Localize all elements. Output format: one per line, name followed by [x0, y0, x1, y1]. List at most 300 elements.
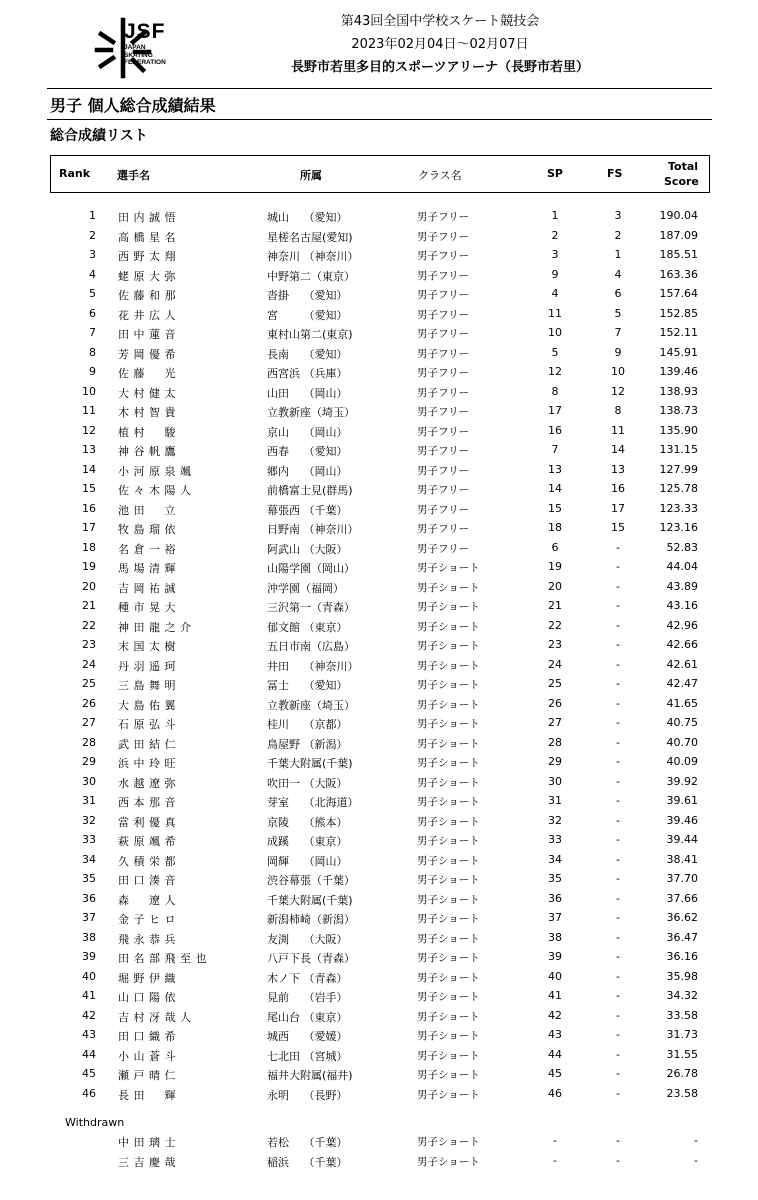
fs-cell: - — [616, 852, 620, 866]
fs-cell: - — [616, 677, 620, 690]
name-cell: 神田龍之介 — [118, 620, 196, 634]
name-cell: 芳岡優希 — [118, 347, 180, 361]
name-cell: 池田 立 — [118, 503, 180, 517]
affiliation-cell: 立教新座（埼玉） — [267, 698, 355, 712]
name-cell: 大島佑翼 — [118, 698, 180, 712]
name-cell: 佐藤和那 — [118, 289, 180, 302]
table-row — [0, 852, 758, 871]
total-cell: 190.04 — [659, 209, 698, 222]
affiliation-cell: 沓掛 （愛知） — [267, 289, 348, 302]
total-cell: 39.92 — [666, 774, 698, 788]
fs-cell: - — [616, 1028, 620, 1041]
total-cell: 185.51 — [659, 248, 698, 261]
fs-cell: - — [616, 1067, 620, 1080]
sp-cell: 10 — [548, 326, 562, 339]
affiliation-cell: 三沢第一（青森） — [267, 601, 355, 614]
fs-cell: - — [616, 872, 620, 885]
rank-cell: 37 — [82, 911, 96, 924]
name-cell: 金子ヒロ — [118, 913, 180, 926]
total-cell: 42.61 — [666, 657, 698, 671]
total-cell: 31.73 — [666, 1028, 698, 1041]
total-cell: 40.09 — [666, 755, 698, 768]
name-cell: 長田 輝 — [118, 1088, 180, 1102]
affiliation-cell: 京陵 （熊本） — [267, 815, 348, 829]
fs-cell: 6 — [614, 287, 622, 300]
table-row — [0, 384, 758, 403]
class-cell: 男子ショート — [417, 620, 480, 633]
affiliation-cell: 山陽学園（岡山） — [267, 562, 355, 575]
affiliation-cell: 千葉大附属(千葉) — [267, 757, 353, 770]
rank-cell: 32 — [82, 813, 96, 827]
rank-cell: 11 — [82, 404, 96, 417]
class-cell: 男子ショート — [417, 1088, 480, 1101]
name-cell: 神谷帆鷹 — [118, 445, 180, 458]
sp-cell: 28 — [548, 735, 562, 749]
name-cell: 萩原颯希 — [118, 835, 180, 848]
sp-cell: 15 — [548, 501, 562, 515]
rank-cell: 1 — [89, 209, 96, 222]
affiliation-cell: 郁文館 （東京） — [267, 620, 348, 634]
class-cell: 男子フリー — [417, 445, 470, 457]
sp-cell: 3 — [551, 248, 559, 261]
class-cell: 男子ショート — [417, 971, 480, 984]
table-row — [0, 813, 758, 832]
total-cell: 39.46 — [666, 813, 698, 827]
class-cell: 男子フリー — [417, 347, 470, 360]
rank-cell: 3 — [89, 248, 96, 261]
class-cell: 男子ショート — [417, 659, 480, 672]
sp-cell: 17 — [548, 404, 562, 417]
table-row — [0, 520, 758, 539]
table-row — [0, 423, 758, 442]
rank-cell: 35 — [82, 872, 96, 885]
name-cell: 花井広人 — [118, 308, 180, 322]
total-cell: 23.58 — [666, 1086, 698, 1100]
total-cell: 131.15 — [659, 443, 698, 456]
sp-cell: - — [553, 1153, 557, 1167]
fs-cell: - — [616, 540, 620, 554]
sp-cell: 19 — [548, 560, 562, 573]
class-cell: 男子フリー — [417, 464, 470, 477]
fs-cell: - — [616, 891, 620, 905]
fs-cell: 12 — [611, 384, 625, 398]
sp-cell: 46 — [548, 1086, 562, 1100]
rank-cell: 41 — [82, 989, 96, 1002]
name-cell: 小山蒼斗 — [118, 1049, 180, 1063]
name-cell: 森 遼人 — [118, 893, 180, 907]
total-cell: 37.66 — [666, 891, 698, 905]
total-cell: 125.78 — [659, 482, 698, 495]
class-cell: 男子ショート — [417, 893, 480, 906]
name-cell: 飛永恭兵 — [118, 932, 180, 946]
rank-cell: 9 — [89, 365, 96, 378]
total-cell: 39.44 — [666, 833, 698, 846]
fs-cell: 15 — [611, 521, 625, 534]
affiliation-cell: 岡輝 （岡山） — [267, 854, 348, 868]
sp-cell: 8 — [551, 384, 559, 398]
rank-cell: 13 — [82, 443, 96, 456]
name-cell: 木村智貴 — [118, 406, 180, 419]
total-cell: 40.75 — [666, 716, 698, 729]
class-cell: 男子ショート — [417, 1030, 480, 1042]
table-row — [0, 793, 758, 812]
table-row — [0, 1047, 758, 1066]
name-cell: 三吉慶哉 — [118, 1155, 180, 1169]
affiliation-cell: 京山 （岡山） — [267, 425, 348, 439]
affiliation-cell: 桂川 （京都） — [267, 718, 348, 731]
rank-cell: 23 — [82, 638, 96, 651]
sp-cell: 25 — [548, 677, 562, 690]
fs-cell: 5 — [614, 306, 622, 320]
table-row — [0, 735, 758, 754]
total-cell: - — [694, 1153, 698, 1167]
total-cell: 42.96 — [666, 618, 698, 632]
sp-cell: 29 — [548, 755, 562, 768]
name-cell: 浜中玲旺 — [118, 757, 180, 770]
name-cell: 大村健太 — [118, 386, 180, 400]
rank-cell: 31 — [82, 794, 96, 807]
sp-cell: 20 — [548, 579, 562, 593]
col-total-line1: Total — [668, 160, 699, 173]
sp-cell: 27 — [548, 716, 562, 729]
name-cell: 水越遼弥 — [118, 776, 180, 790]
table-header — [50, 155, 710, 193]
class-cell: 男子ショート — [417, 1136, 480, 1148]
total-cell: 139.46 — [659, 365, 698, 378]
fs-cell: - — [616, 1047, 620, 1061]
name-cell: 西野太翔 — [118, 250, 180, 263]
affiliation-cell: 山田 （岡山） — [267, 386, 348, 400]
sp-cell: - — [553, 1134, 557, 1147]
class-cell: 男子ショート — [417, 601, 480, 613]
total-cell: 163.36 — [659, 267, 698, 281]
total-cell: 138.93 — [659, 384, 698, 398]
table-row — [0, 442, 758, 461]
sp-cell: 43 — [548, 1028, 562, 1041]
table-row — [0, 618, 758, 637]
total-cell: 36.47 — [666, 930, 698, 944]
sp-cell: 45 — [548, 1067, 562, 1080]
class-cell: 男子フリー — [417, 289, 470, 301]
name-cell: 武田結仁 — [118, 737, 180, 751]
total-cell: 39.61 — [666, 794, 698, 807]
rank-cell: 10 — [82, 384, 96, 398]
sp-cell: 1 — [551, 209, 559, 222]
name-cell: 末国太樹 — [118, 640, 180, 653]
class-cell: 男子ショート — [417, 1049, 480, 1062]
class-cell: 男子フリー — [417, 367, 470, 379]
total-cell: 43.89 — [666, 579, 698, 593]
rank-cell: 44 — [82, 1047, 96, 1061]
sp-cell: 33 — [548, 833, 562, 846]
affiliation-cell: 城西 （愛媛） — [267, 1030, 348, 1043]
sp-cell: 11 — [548, 306, 562, 320]
total-cell: 42.47 — [666, 677, 698, 690]
affiliation-cell: 七北田 （宮城） — [267, 1049, 348, 1063]
table-row — [0, 598, 758, 617]
rank-cell: 15 — [82, 482, 96, 495]
class-cell: 男子ショート — [417, 581, 480, 594]
class-cell: 男子ショート — [417, 932, 480, 945]
affiliation-cell: 神奈川 （神奈川） — [267, 250, 359, 263]
fs-cell: - — [616, 813, 620, 827]
table-row — [0, 559, 758, 578]
fs-cell: - — [616, 794, 620, 807]
fs-cell: 3 — [614, 209, 622, 222]
table-row — [0, 247, 758, 266]
sp-cell: 41 — [548, 989, 562, 1002]
fs-cell: - — [616, 969, 620, 983]
sp-cell: 42 — [548, 1008, 562, 1022]
rank-cell: 22 — [82, 618, 96, 632]
logo-line-2: SKATING — [124, 51, 153, 59]
table-row — [0, 637, 758, 656]
table-row — [0, 403, 758, 422]
fs-cell: 1 — [614, 248, 622, 261]
affiliation-cell: 西春 （愛知） — [267, 445, 348, 458]
name-cell: 植村 駿 — [118, 425, 180, 439]
affiliation-cell: 尾山台 （東京） — [267, 1010, 348, 1024]
affiliation-cell: 長南 （愛知） — [267, 347, 348, 361]
sp-cell: 34 — [548, 852, 562, 866]
name-cell: 田口織希 — [118, 1030, 180, 1043]
rank-cell: 36 — [82, 891, 96, 905]
name-cell: 佐藤 光 — [118, 367, 180, 380]
fs-cell: - — [616, 579, 620, 593]
class-cell: 男子ショート — [417, 1069, 480, 1081]
table-row — [0, 501, 758, 520]
table-row — [0, 345, 758, 364]
table-row — [0, 540, 758, 559]
col-affiliation: 所属 — [300, 169, 322, 182]
class-cell: 男子ショート — [417, 835, 480, 847]
fs-cell: - — [616, 950, 620, 963]
sp-cell: 40 — [548, 969, 562, 983]
title-divider — [47, 119, 712, 120]
class-cell: 男子フリー — [417, 484, 470, 496]
class-cell: 男子ショート — [417, 757, 480, 769]
total-cell: 31.55 — [666, 1047, 698, 1061]
table-row — [0, 871, 758, 890]
rank-cell: 27 — [82, 716, 96, 729]
event-title: 第43回全国中学校スケート競技会 — [340, 14, 540, 29]
total-cell: 52.83 — [666, 540, 698, 554]
sp-cell: 23 — [548, 638, 562, 651]
class-cell: 男子ショート — [417, 913, 480, 925]
fs-cell: - — [616, 560, 620, 573]
table-row — [0, 774, 758, 793]
total-cell: 145.91 — [659, 345, 698, 359]
sp-cell: 9 — [551, 267, 559, 281]
affiliation-cell: 宮 （愛知） — [267, 308, 348, 322]
class-cell: 男子フリー — [417, 230, 470, 243]
total-cell: 38.41 — [666, 852, 698, 866]
page-subtitle: 総合成績リスト — [50, 128, 148, 144]
fs-cell: - — [616, 774, 620, 788]
total-cell: 26.78 — [666, 1067, 698, 1080]
fs-cell: - — [616, 930, 620, 944]
fs-cell: 16 — [611, 482, 625, 495]
page-title: 男子 個人総合成績結果 — [50, 96, 216, 115]
table-row — [0, 208, 758, 227]
table-row — [0, 481, 758, 500]
name-cell: 石原弘斗 — [118, 718, 180, 731]
class-cell: 男子ショート — [417, 815, 480, 828]
fs-cell: - — [616, 716, 620, 729]
fs-cell: - — [616, 755, 620, 768]
name-cell: 久積栄都 — [118, 854, 180, 868]
rank-cell: 34 — [82, 852, 96, 866]
fs-cell: - — [616, 638, 620, 651]
fs-cell: - — [616, 618, 620, 632]
total-cell: 41.65 — [666, 696, 698, 710]
rank-cell: 39 — [82, 950, 96, 963]
sp-cell: 44 — [548, 1047, 562, 1061]
affiliation-cell: 井田 （神奈川） — [267, 659, 359, 673]
table-row — [0, 832, 758, 851]
col-fs: FS — [607, 167, 623, 180]
sp-cell: 7 — [551, 443, 559, 456]
class-cell: 男子フリー — [417, 523, 470, 535]
sp-cell: 30 — [548, 774, 562, 788]
fs-cell: - — [616, 989, 620, 1002]
affiliation-cell: 東村山第二(東京) — [267, 328, 353, 341]
rank-cell: 40 — [82, 969, 96, 983]
sp-cell: 14 — [548, 482, 562, 495]
affiliation-cell: 吹田一 （大阪） — [267, 776, 348, 790]
affiliation-cell: 成蹊 （東京） — [267, 835, 348, 848]
total-cell: - — [694, 1134, 698, 1147]
rank-cell: 43 — [82, 1028, 96, 1041]
total-cell: 40.70 — [666, 735, 698, 749]
table-row — [0, 969, 758, 988]
affiliation-cell: 五日市南（広島） — [267, 640, 355, 653]
affiliation-cell: 立教新座（埼玉） — [267, 406, 355, 419]
class-cell: 男子ショート — [417, 776, 480, 789]
sp-cell: 26 — [548, 696, 562, 710]
rank-cell: 38 — [82, 930, 96, 944]
total-cell: 33.58 — [666, 1008, 698, 1022]
table-row — [0, 267, 758, 286]
class-cell: 男子フリー — [417, 542, 470, 555]
name-cell: 三島舞明 — [118, 679, 180, 692]
class-cell: 男子ショート — [417, 718, 480, 730]
name-cell: 小河原泉颯 — [118, 464, 196, 478]
rank-cell: 42 — [82, 1008, 96, 1022]
name-cell: 吉村冴哉人 — [118, 1010, 196, 1024]
rank-cell: 21 — [82, 599, 96, 612]
rank-cell: 25 — [82, 677, 96, 690]
name-cell: 名倉一裕 — [118, 542, 180, 556]
class-cell: 男子ショート — [417, 562, 480, 574]
rank-cell: 46 — [82, 1086, 96, 1100]
name-cell: 田中蓮音 — [118, 328, 180, 341]
table-row — [0, 1153, 758, 1172]
class-cell: 男子ショート — [417, 796, 480, 808]
table-row — [0, 1086, 758, 1105]
name-cell: 高橋星名 — [118, 230, 180, 244]
table-row — [0, 462, 758, 481]
rank-cell: 7 — [89, 326, 96, 339]
table-row — [0, 364, 758, 383]
fs-cell: 4 — [614, 267, 622, 281]
name-cell: 馬場清輝 — [118, 562, 180, 575]
fs-cell: - — [616, 1086, 620, 1100]
affiliation-cell: 新潟柿崎（新潟） — [267, 913, 355, 926]
class-cell: 男子ショート — [417, 991, 480, 1003]
logo-line-3: FEDERATION — [124, 59, 166, 66]
rank-cell: 5 — [89, 287, 96, 300]
sp-cell: 24 — [548, 657, 562, 671]
event-header — [240, 10, 640, 79]
name-cell: 牧島瑠依 — [118, 523, 180, 536]
event-venue: 長野市若里多目的スポーツアリーナ（長野市若里） — [291, 60, 589, 75]
fs-cell: 13 — [611, 462, 625, 476]
rank-cell: 26 — [82, 696, 96, 710]
table-row — [0, 949, 758, 968]
rank-cell: 18 — [82, 540, 96, 554]
sp-cell: 2 — [551, 228, 559, 242]
class-cell: 男子ショート — [417, 952, 480, 964]
col-class: クラス名 — [418, 169, 462, 182]
fs-cell: 7 — [614, 326, 622, 339]
name-cell: 中田璃士 — [118, 1136, 180, 1149]
affiliation-cell: 前橋富士見(群馬) — [267, 484, 353, 497]
withdrawn-label: Withdrawn — [65, 1116, 125, 1129]
affiliation-cell: 八戸下長（青森） — [267, 952, 355, 965]
affiliation-cell: 友渕 （大阪） — [267, 932, 348, 946]
table-row — [0, 696, 758, 715]
class-cell: 男子ショート — [417, 854, 480, 867]
affiliation-cell: 永明 （長野） — [267, 1088, 348, 1102]
class-cell: 男子ショート — [417, 1010, 480, 1023]
fs-cell: - — [616, 657, 620, 671]
class-cell: 男子ショート — [417, 874, 480, 886]
table-row — [0, 1133, 758, 1152]
class-cell: 男子フリー — [417, 269, 470, 282]
table-row — [0, 988, 758, 1007]
total-cell: 157.64 — [659, 287, 698, 300]
class-cell: 男子ショート — [417, 698, 480, 711]
affiliation-cell: 木ノ下 （青森） — [267, 971, 348, 985]
sp-cell: 31 — [548, 794, 562, 807]
name-cell: 種市晃大 — [118, 601, 180, 614]
total-cell: 138.73 — [659, 404, 698, 417]
total-cell: 135.90 — [659, 423, 698, 437]
fs-cell: 11 — [611, 423, 625, 437]
name-cell: 田名部飛至也 — [118, 952, 211, 965]
sp-cell: 5 — [551, 345, 559, 359]
rank-cell: 33 — [82, 833, 96, 846]
affiliation-cell: 福井大附属(福井) — [267, 1069, 353, 1082]
table-row — [0, 715, 758, 734]
fs-cell: - — [616, 1008, 620, 1022]
table-row — [0, 754, 758, 773]
fs-cell: - — [616, 599, 620, 612]
logo-line-1: JAPAN — [124, 44, 146, 51]
name-cell: 西本那音 — [118, 796, 180, 809]
table-row — [0, 676, 758, 695]
table-row — [0, 286, 758, 305]
affiliation-cell: 日野南 （神奈川） — [267, 523, 359, 536]
table-row — [0, 1066, 758, 1085]
sp-cell: 35 — [548, 872, 562, 885]
fs-cell: - — [616, 735, 620, 749]
total-cell: 43.16 — [666, 599, 698, 612]
class-cell: 男子フリー — [417, 425, 470, 438]
affiliation-cell: 中野第二（東京） — [267, 269, 355, 283]
table-row — [0, 325, 758, 344]
